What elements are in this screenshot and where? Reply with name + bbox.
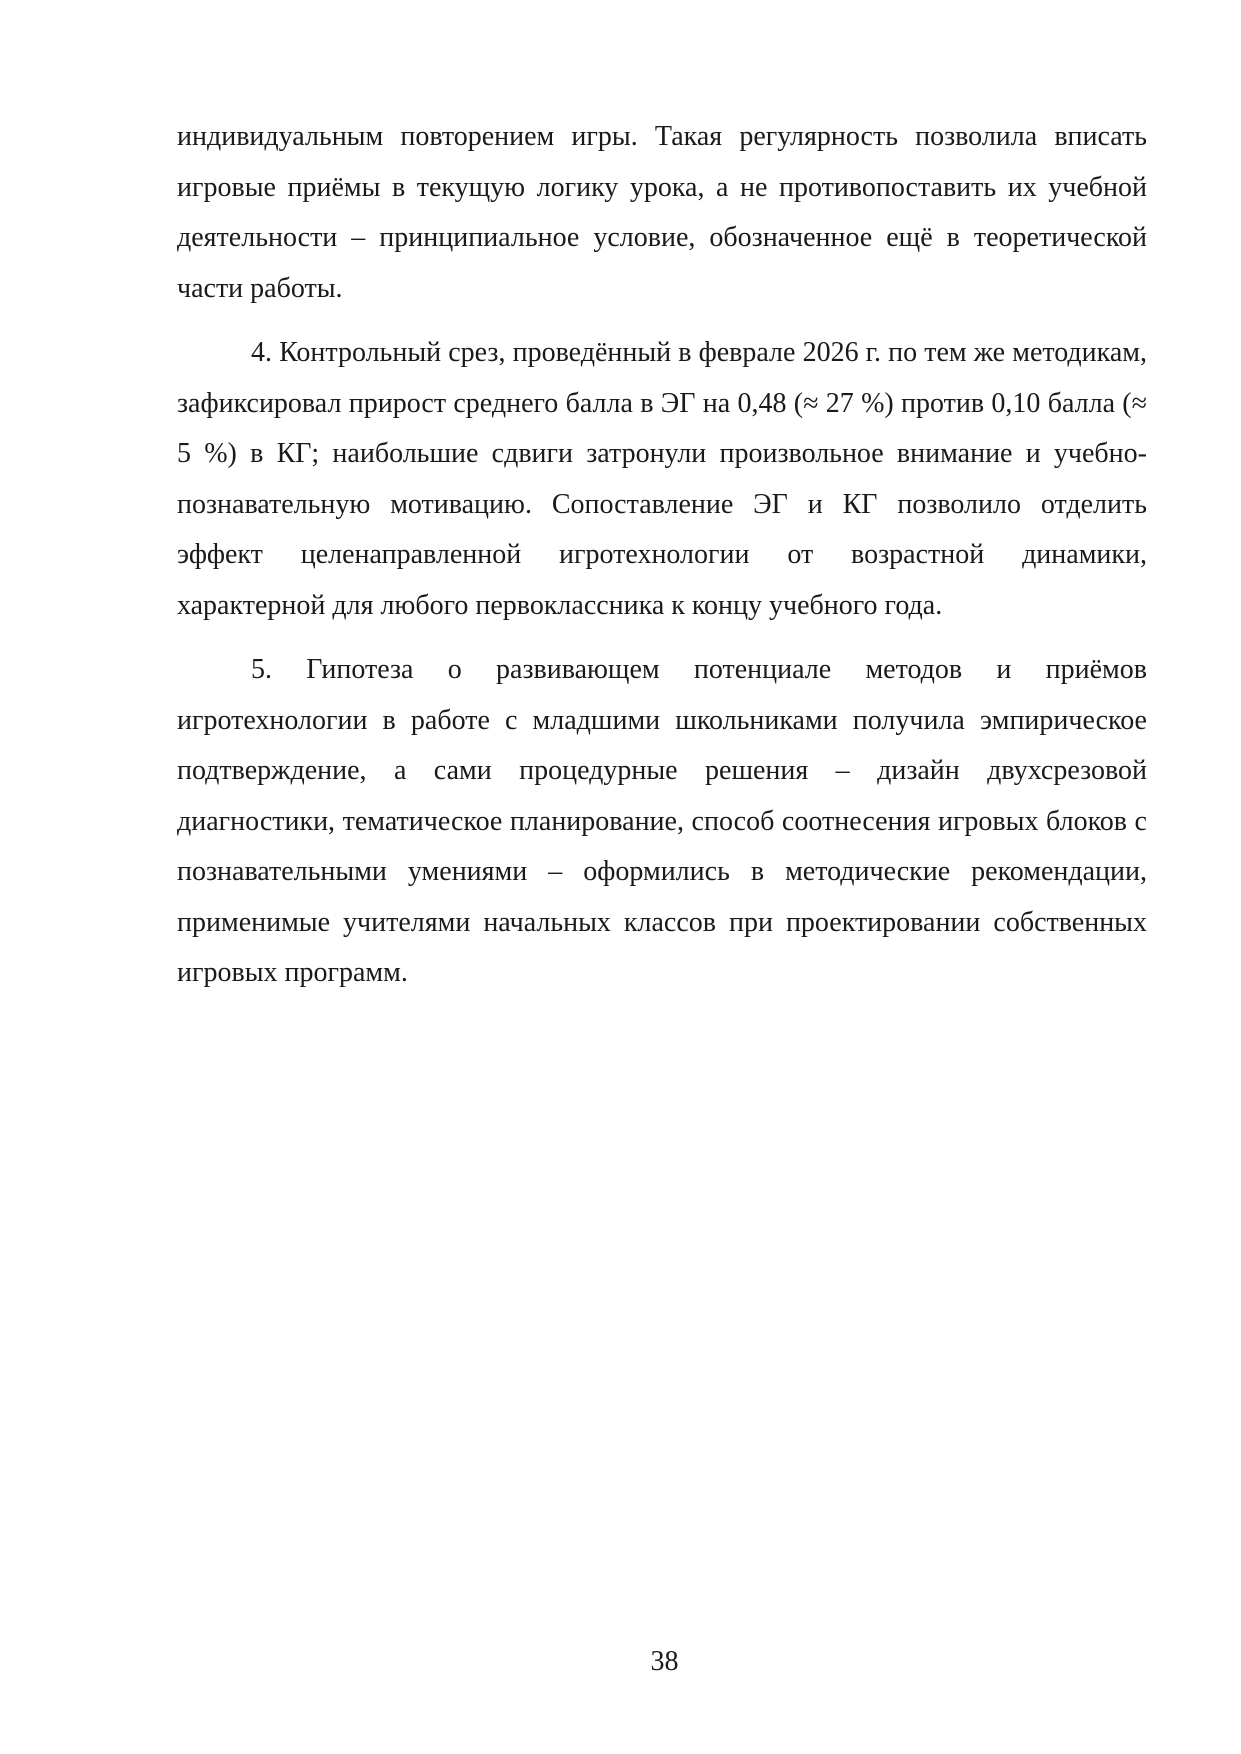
- paragraph-item-5: 5. Гипотеза о развивающем потенциале методов и приёмов игротехнологии в работе с младшими школьниками получила эмпирическое подтверждение, а сами процедурные решения – дизайн двухсрезовой диагностики, тематическое планирование, способ соотнесения игровых блоков с познавательными умениями – оформились в методические рекомендации, применимые учителями начальных классов при проектировании собственных игровых программ.: [177, 654, 1147, 988]
- paragraph-continuation: индивидуальным повторением игры. Такая регулярность позволила вписать игровые приёмы в текущую логику урока, а не противопоставить их учебной деятельности – принципиальное условие, обозначенное ещё в теоретической части работы.: [177, 121, 1147, 304]
- paragraph-item-4: 4. Контрольный срез, проведённый в феврале 2026 г. по тем же методикам, зафиксировал прирост среднего балла в ЭГ на 0,48 (≈ 27 %) против 0,10 балла (≈ 5 %) в КГ; наибольшие сдвиги затронули произвольное внимание и учебно-познавательную мотивацию. Сопоставление ЭГ и КГ позволило отделить эффект целенаправленной игротехнологии от возрастной динамики, характерной для любого первоклассника к концу учебного года.: [177, 337, 1147, 621]
- page-number: 38: [650, 1646, 679, 1677]
- page-body: [177, 112, 1147, 1013]
